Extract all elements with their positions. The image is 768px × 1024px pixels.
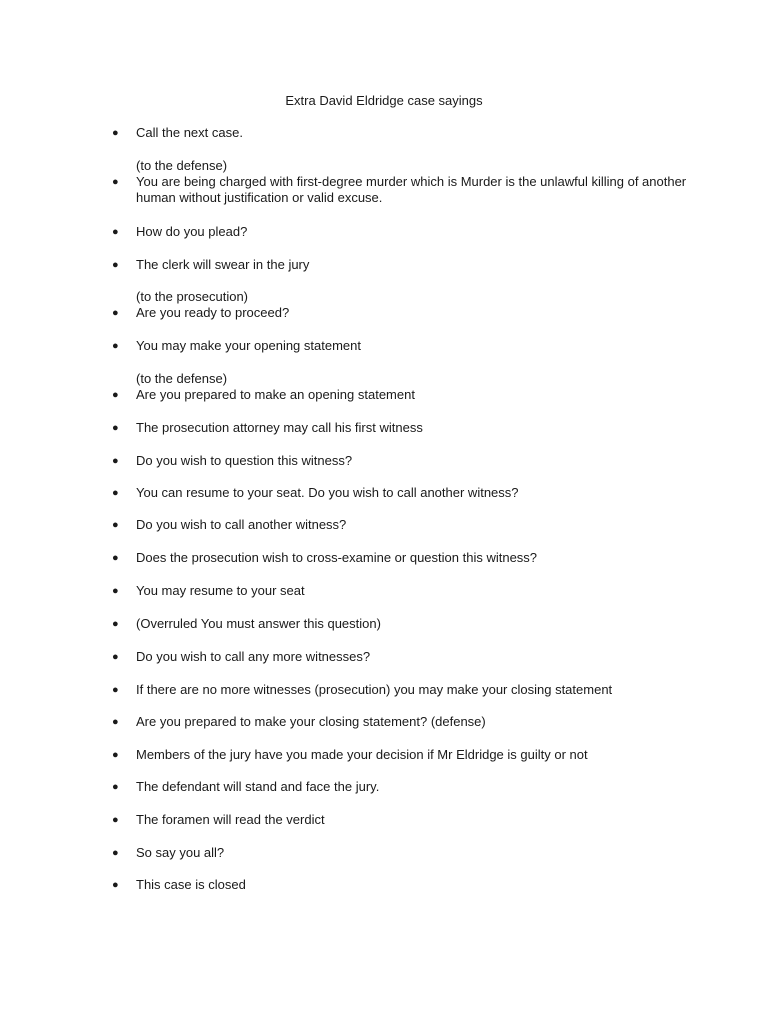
speaker-note: (to the defense) [136, 371, 228, 386]
list-item: Do you wish to call any more witnesses? [136, 649, 371, 664]
list-item: You may resume to your seat [136, 583, 305, 598]
list-item: This case is closed [136, 877, 246, 892]
bullet-icon: ● [112, 552, 119, 564]
list-item: Are you prepared to make an opening statement [136, 387, 415, 402]
list-item: How do you plead? [136, 224, 248, 239]
bullet-icon: ● [112, 226, 119, 238]
bullet-icon: ● [112, 749, 119, 761]
list-item: The prosecution attorney may call his first witness [136, 420, 423, 435]
bullet-icon: ● [112, 847, 119, 859]
bullet-icon: ● [112, 618, 119, 630]
list-item: Call the next case. [136, 125, 243, 140]
speaker-note: (to the defense) [136, 158, 228, 173]
list-item: Does the prosecution wish to cross-examine or question this witness? [136, 550, 538, 565]
list-item: If there are no more witnesses (prosecution) you may make your closing statement [136, 682, 613, 697]
list-item: (Overruled You must answer this question) [136, 616, 381, 631]
bullet-icon: ● [112, 455, 119, 467]
bullet-icon: ● [112, 176, 119, 188]
bullet-icon: ● [112, 684, 119, 696]
list-item: The defendant will stand and face the jury. [136, 779, 380, 794]
list-item: You can resume to your seat. Do you wish to call another witness? [136, 485, 519, 500]
bullet-icon: ● [112, 307, 119, 319]
list-item: Do you wish to question this witness? [136, 453, 353, 468]
bullet-icon: ● [112, 259, 119, 271]
bullet-icon: ● [112, 651, 119, 663]
list-item: Do you wish to call another witness? [136, 517, 347, 532]
bullet-icon: ● [112, 340, 119, 352]
bullet-icon: ● [112, 127, 119, 139]
list-item: The clerk will swear in the jury [136, 257, 310, 272]
list-item: Are you ready to proceed? [136, 305, 290, 320]
list-item: You are being charged with first-degree murder which is Murder is the unlawful killing of another human without justification or valid excuse. [136, 174, 687, 205]
list-item: Are you prepared to make your closing statement? (defense) [136, 714, 486, 729]
bullet-icon: ● [112, 879, 119, 891]
bullet-icon: ● [112, 487, 119, 499]
speaker-note: (to the prosecution) [136, 289, 249, 304]
list-item: The foramen will read the verdict [136, 812, 325, 827]
bullet-icon: ● [112, 519, 119, 531]
bullet-icon: ● [112, 422, 119, 434]
bullet-icon: ● [112, 781, 119, 793]
list-item: Members of the jury have you made your decision if Mr Eldridge is guilty or not [136, 747, 588, 762]
document-title: Extra David Eldridge case sayings [285, 93, 483, 108]
bullet-icon: ● [112, 814, 119, 826]
bullet-icon: ● [112, 716, 119, 728]
bullet-icon: ● [112, 585, 119, 597]
bullet-icon: ● [112, 389, 119, 401]
list-item: So say you all? [136, 845, 225, 860]
list-item: You may make your opening statement [136, 338, 361, 353]
